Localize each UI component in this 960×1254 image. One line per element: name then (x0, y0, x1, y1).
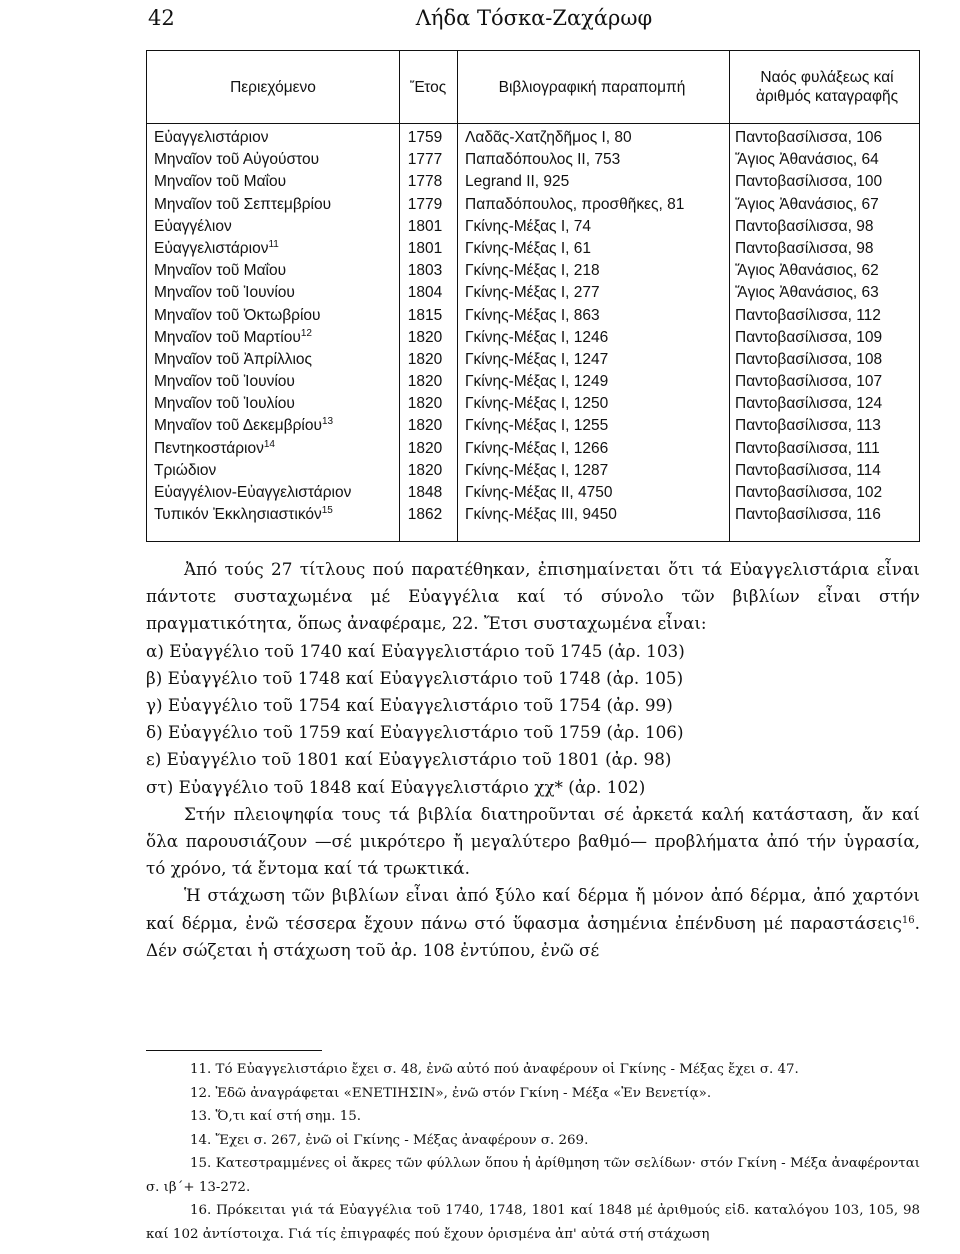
footnote: 16. Πρόκειται γιά τά Εὐαγγέλια τοῦ 1740, 1748, 1801 καί 1848 μέ ἀριθμούς εἰδ. καταλόγου 103, 105, 98 καί 102 ἀντίστοιχα. Γιά τίς ἐπιγραφές πού ἔχουν ὁρισμένα ἀπ' αὐτά στή στάχωση (146, 1203, 920, 1242)
cell-reference: Γκίνης-Μέξας ΙΙ, 4750 (465, 484, 613, 501)
cell-content: Τριώδιον (154, 461, 217, 479)
table-row (147, 127, 919, 149)
list-item: ε) Εὐαγγέλιο τοῦ 1801 καί Εὐαγγελιστάριο τοῦ 1801 (ἀρ. 98) (146, 749, 672, 770)
cell-reference: Legrand II, 925 (465, 173, 570, 191)
paragraph: Στήν πλειοψηφία τους τά βιβλία διατηροῦνται σέ ἀρκετά καλή κατάσταση, ἄν καί ὅλα παρουσιάζουν —σέ μικρότερο ἤ μεγαλύτερο βαθμό— προβλήματα ἀπό τήν ὑγρασία, τό χρόνο, τά ἔντομα καί τά τρωκτικά. (146, 803, 920, 879)
table-row (147, 482, 919, 504)
table-row (147, 327, 919, 349)
column-header-church: Ναός φυλάξεως καί ἀριθμός καταγραφῆς (755, 69, 899, 105)
table-row (147, 415, 919, 437)
cell-year: 1801 (407, 239, 443, 257)
cell-year: 1848 (407, 484, 443, 501)
cell-church: Παντοβασίλισσα, 124 (735, 395, 883, 413)
cell-content: Πεντηκοστάριον$^{14}$ (154, 438, 275, 457)
cell-church: Παντοβασίλισσα, 107 (735, 373, 883, 391)
footnote: 12. Ἐδῶ ἀναγράφεται «ΕΝΕΤΙΗΣΙΝ», ἐνῶ στόν Γκίνη - Μέξα «Ἐν Βενετίᾳ». (190, 1085, 712, 1101)
footnote: 11. Τό Εὐαγγελιστάριο ἔχει σ. 48, ἐνῶ αὐτό πού ἀναφέρουν οἱ Γκίνης - Μέξας ἔχει σ. 47. (190, 1062, 799, 1077)
table-row (147, 460, 919, 482)
cell-reference: Γκίνης-Μέξας Ι, 74 (465, 217, 591, 235)
cell-content: Μηναῖον τοῦ Ἰουλίου (154, 395, 295, 413)
cell-church: Ἅγιος Ἀθανάσιος, 67 (735, 195, 879, 213)
cell-year: 1804 (407, 284, 443, 302)
footnote: 13. Ὅ,τι καί στή σημ. 15. (190, 1109, 362, 1124)
list-item: στ) Εὐαγγέλιο τοῦ 1848 καί Εὐαγγελιστάριο χχ* (ἀρ. 102) (146, 776, 646, 797)
cell-reference: Γκίνης-Μέξας Ι, 277 (465, 284, 600, 302)
cell-year: 1801 (407, 217, 443, 235)
cell-reference: Παπαδόπουλος ΙΙ, 753 (465, 151, 621, 169)
enumerated-list (146, 638, 920, 801)
cell-content: Μηναῖον τοῦ Ἰουνίου (154, 373, 295, 391)
cell-content: Μηναῖον τοῦ Σεπτεμβρίου (154, 195, 332, 213)
table-row (147, 349, 919, 371)
cell-content: Μηναῖον τοῦ Μαΐου (154, 173, 287, 191)
cell-reference: Γκίνης-Μέξας Ι, 1250 (465, 395, 609, 413)
cell-content: Μηναῖον τοῦ Ἰουνίου (154, 284, 295, 302)
table-row (147, 149, 919, 171)
cell-church: Παντοβασίλισσα, 98 (735, 239, 874, 257)
list-item: β) Εὐαγγέλιο τοῦ 1748 καί Εὐαγγελιστάριο τοῦ 1748 (ἀρ. 105) (146, 667, 684, 688)
cell-reference: Γκίνης-Μέξας Ι, 1266 (465, 439, 609, 457)
cell-content: Μηναῖον τοῦ Δεκεμβρίου$^{13}$ (154, 416, 334, 435)
cell-year: 1815 (407, 306, 443, 324)
footnote-rule (146, 1050, 322, 1051)
cell-reference: Γκίνης-Μέξας Ι, 1246 (465, 328, 609, 346)
cell-year: 1820 (407, 328, 443, 346)
cell-content: Εὐαγγελιστάριον$^{11}$ (154, 238, 279, 257)
page-number: 42 (148, 6, 175, 30)
paragraph: Ἀπό τούς 27 τίτλους πού παρατέθηκαν, ἐπισημαίνεται ὅτι τά Εὐαγγελιστάρια εἶναι πάντοτε συσταχωμένα μέ Εὐαγγέλια καί τό σύνολο τῶν βιβλίων εἶναι στήν πραγματικότητα, ὅπως ἀναφέραμε, 22. Ἔτσι συσταχωμένα εἶναι: (146, 559, 920, 634)
cell-year: 1779 (407, 195, 443, 213)
table-row (147, 260, 919, 282)
cell-reference: Παπαδόπουλος, προσθῆκες, 81 (465, 195, 685, 213)
list-item: α) Εὐαγγέλιο τοῦ 1740 καί Εὐαγγελιστάριο τοῦ 1745 (ἀρ. 103) (146, 640, 685, 661)
cell-church: Παντοβασίλισσα, 106 (735, 129, 883, 146)
cell-year: 1759 (407, 129, 443, 146)
cell-reference: Γκίνης-Μέξας Ι, 863 (465, 306, 600, 324)
table-header (147, 51, 919, 124)
cell-year: 1777 (407, 151, 443, 169)
cell-content: Εὐαγγέλιον (154, 217, 232, 235)
cell-content: Μηναῖον τοῦ Ὀκτωβρίου (154, 306, 321, 324)
table-row (147, 305, 919, 327)
cell-church: Παντοβασίλισσα, 108 (735, 350, 883, 368)
body-text (146, 556, 920, 964)
cell-church: Παντοβασίλισσα, 109 (735, 328, 883, 346)
footnote-ref: 12 (300, 327, 312, 339)
table-row (147, 371, 919, 393)
cell-content: Τυπικόν Ἐκκλησιαστικόν$^{15}$ (154, 505, 333, 524)
table-row (147, 504, 919, 526)
footnote-ref: 16 (901, 914, 915, 926)
column-header-reference: Βιβλιογραφική παραπομπή (498, 78, 686, 96)
table-row (147, 216, 919, 238)
cell-year: 1778 (407, 173, 443, 191)
cell-reference: Γκίνης-Μέξας Ι, 218 (465, 262, 600, 280)
cell-content: Μηναῖον τοῦ Αὐγούστου (154, 151, 320, 169)
cell-content: Μηναῖον τοῦ Μαΐου (154, 262, 287, 280)
column-header-year: Ἔτος (409, 78, 447, 96)
table-row (147, 171, 919, 193)
cell-church: Παντοβασίλισσα, 100 (735, 173, 883, 191)
running-head-author: Λήδα Τόσκα-Ζαχάρωφ (415, 6, 653, 30)
cell-church: Παντοβασίλισσα, 102 (735, 484, 883, 501)
cell-year: 1820 (407, 417, 443, 435)
catalog-table (146, 50, 920, 542)
cell-reference: Γκίνης-Μέξας Ι, 1255 (465, 417, 609, 435)
footnote-ref: 13 (321, 416, 334, 428)
cell-church: Παντοβασίλισσα, 98 (735, 217, 874, 235)
column-header-content: Περιεχόμενο (230, 78, 316, 96)
footnote-ref: 11 (268, 238, 279, 250)
cell-reference: Γκίνης-Μέξας Ι, 1287 (465, 461, 609, 479)
list-item: δ) Εὐαγγέλιο τοῦ 1759 καί Εὐαγγελιστάριο τοῦ 1759 (ἀρ. 106) (146, 722, 684, 743)
cell-reference: Γκίνης-Μέξας Ι, 1249 (465, 373, 609, 391)
cell-content: Εὐαγγέλιον-Εὐαγγελιστάριον (154, 484, 352, 501)
cell-church: Παντοβασίλισσα, 111 (735, 439, 880, 457)
cell-year: 1803 (407, 262, 443, 280)
cell-reference: Λαδᾶς-Χατζηδῆμος Ι, 80 (465, 129, 632, 146)
cell-content: Εὐαγγελιστάριον (154, 129, 269, 146)
footnote: 14. Ἔχει σ. 267, ἐνῶ οἱ Γκίνης - Μέξας ἀναφέρουν σ. 269. (190, 1132, 589, 1148)
table-row (147, 438, 919, 460)
footnotes (146, 1058, 920, 1246)
table-row (147, 393, 919, 415)
cell-year: 1820 (407, 373, 443, 391)
cell-year: 1820 (407, 439, 443, 457)
cell-church: Παντοβασίλισσα, 114 (735, 461, 881, 479)
cell-church: Ἅγιος Ἀθανάσιος, 63 (735, 284, 879, 302)
cell-church: Παντοβασίλισσα, 113 (735, 417, 881, 435)
table-row (147, 282, 919, 304)
cell-church: Παντοβασίλισσα, 116 (735, 506, 881, 524)
footnote-ref: 15 (321, 505, 333, 517)
table-body (147, 127, 919, 526)
cell-year: 1820 (407, 461, 443, 479)
cell-content: Μηναῖον τοῦ Ἀπρίλλιος (154, 350, 312, 368)
table-row (147, 194, 919, 216)
footnote-ref: 14 (263, 438, 275, 450)
cell-year: 1862 (407, 506, 443, 524)
running-head (148, 6, 920, 38)
paragraph: Ἡ στάχωση τῶν βιβλίων εἶναι ἀπό ξύλο καί δέρμα ἤ μόνον ἀπό δέρμα, ἀπό χαρτόνι καί δέρμα, ἐνῶ τέσσερα ἔχουν πάνω στό ὕφασμα ἀσημένια ἐπένδυση μέ παραστάσεις$^{16}$. Δέν σώζεται ἡ στάχωση τοῦ ἀρ. 108 ἐντύπου, ἐνῶ σέ (146, 885, 920, 960)
cell-year: 1820 (407, 395, 443, 413)
footnote: 15. Κατεστραμμένες οἱ ἄκρες τῶν φύλλων ὅπου ἡ ἀρίθμηση τῶν σελίδων· στόν Γκίνη - Μέξα ἀναφέρονται σ. ιβ´+ 13-272. (146, 1156, 920, 1195)
cell-year: 1820 (407, 350, 443, 368)
cell-reference: Γκίνης-Μέξας Ι, 61 (465, 239, 591, 257)
list-item: γ) Εὐαγγέλιο τοῦ 1754 καί Εὐαγγελιστάριο τοῦ 1754 (ἀρ. 99) (146, 695, 673, 716)
cell-church: Παντοβασίλισσα, 112 (735, 306, 881, 324)
cell-reference: Γκίνης-Μέξας ΙΙΙ, 9450 (465, 506, 617, 524)
table-row (147, 238, 919, 260)
cell-reference: Γκίνης-Μέξας Ι, 1247 (465, 350, 609, 368)
cell-content: Μηναῖον τοῦ Μαρτίου$^{12}$ (154, 327, 312, 346)
cell-church: Ἅγιος Ἀθανάσιος, 64 (735, 151, 879, 169)
cell-church: Ἅγιος Ἀθανάσιος, 62 (735, 262, 879, 280)
